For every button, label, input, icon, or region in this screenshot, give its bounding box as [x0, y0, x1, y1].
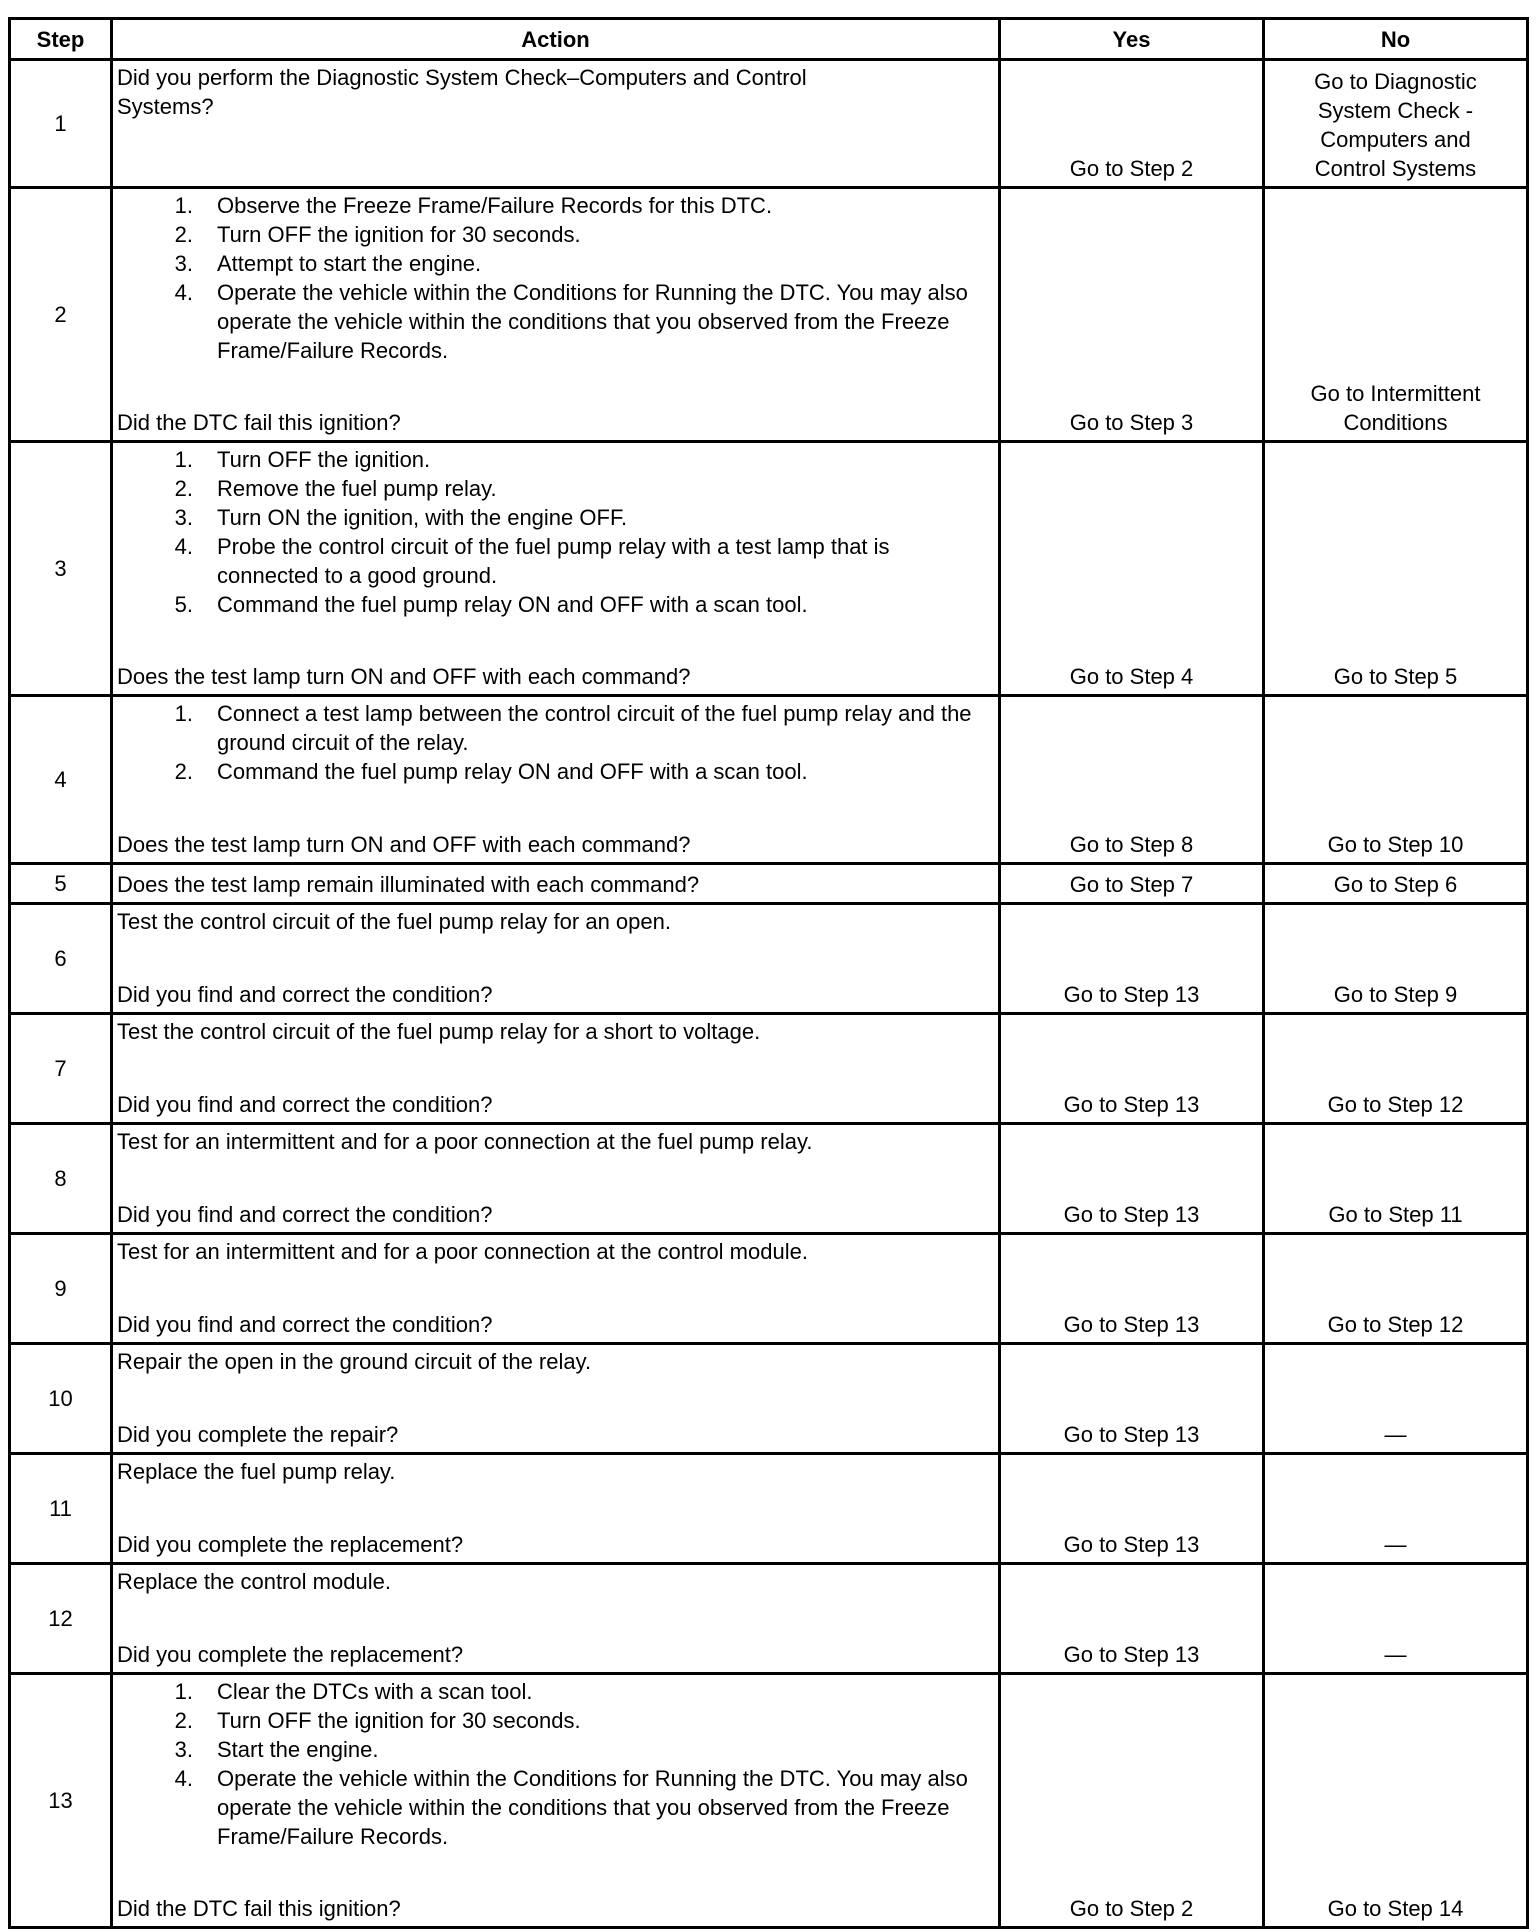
- no-result: Go to Step 6: [1264, 864, 1528, 904]
- procedure-item: [117, 503, 994, 532]
- action-instructions: [117, 1125, 994, 1156]
- procedure-item-number: 2.: [174, 759, 193, 784]
- table-row: [10, 60, 1528, 188]
- step-number: 5: [10, 864, 112, 904]
- procedure-item-text: Probe the control circuit of the fuel pump relay with a test lamp that is connected to a good ground.: [217, 534, 890, 588]
- header-step: Step: [10, 19, 112, 60]
- action-instructions: [117, 1455, 994, 1486]
- no-result: Go to Step 5: [1264, 442, 1528, 696]
- no-result: Go to Intermittent Conditions: [1264, 188, 1528, 442]
- step-number: 10: [10, 1344, 112, 1454]
- action-instructions: [117, 1015, 994, 1046]
- action-content: [117, 1565, 994, 1672]
- action-text: Replace the control module.: [117, 1569, 391, 1594]
- action-cell: [112, 442, 1000, 696]
- action-instructions: [117, 697, 994, 786]
- header-no: No: [1264, 19, 1528, 60]
- action-instructions: [117, 905, 994, 936]
- action-cell: [112, 1014, 1000, 1124]
- procedure-item: [117, 1764, 994, 1851]
- procedure-item-number: 2.: [174, 222, 193, 247]
- procedure-item: [117, 699, 994, 757]
- table-row: [10, 1564, 1528, 1674]
- action-text: Repair the open in the ground circuit of the relay.: [117, 1349, 592, 1374]
- procedure-item-text: Operate the vehicle within the Conditions for Running the DTC. You may also operate the vehicle within the conditions that you observed from the Freeze Frame/Failure Records.: [217, 1766, 968, 1849]
- procedure-item-text: Attempt to start the engine.: [217, 251, 482, 276]
- action-instructions: [117, 1675, 994, 1851]
- no-result: Go to Step 11: [1264, 1124, 1528, 1234]
- table-row: [10, 1234, 1528, 1344]
- yes-result: Go to Step 13: [1000, 1344, 1264, 1454]
- procedure-item-text: Turn OFF the ignition for 30 seconds.: [217, 222, 581, 247]
- action-text: Test the control circuit of the fuel pump relay for a short to voltage.: [117, 1019, 761, 1044]
- action-instructions: [117, 61, 994, 121]
- table-row: [10, 188, 1528, 442]
- step-number: 4: [10, 696, 112, 864]
- yes-result: Go to Step 8: [1000, 696, 1264, 864]
- action-question: Did the DTC fail this ignition?: [117, 410, 401, 435]
- action-question: Did you complete the replacement?: [117, 1642, 464, 1667]
- table-row: [10, 1014, 1528, 1124]
- action-text: Test the control circuit of the fuel pump relay for an open.: [117, 909, 671, 934]
- action-cell: [112, 188, 1000, 442]
- procedure-item: [117, 1677, 994, 1706]
- action-question: Does the test lamp remain illuminated with each command?: [117, 872, 700, 897]
- procedure-item-text: Turn OFF the ignition.: [217, 447, 431, 472]
- action-instructions: [117, 189, 994, 365]
- action-instructions: [117, 1235, 994, 1266]
- action-cell: [112, 864, 1000, 904]
- procedure-item-text: Connect a test lamp between the control circuit of the fuel pump relay and the ground circuit of the relay.: [217, 701, 972, 755]
- action-cell: [112, 696, 1000, 864]
- action-cell: [112, 1564, 1000, 1674]
- yes-result: Go to Step 2: [1000, 60, 1264, 188]
- step-number: 2: [10, 188, 112, 442]
- action-instructions: [117, 443, 994, 619]
- procedure-item-text: Turn OFF the ignition for 30 seconds.: [217, 1708, 581, 1733]
- header-yes: Yes: [1000, 19, 1264, 60]
- procedure-item-number: 3.: [174, 251, 193, 276]
- procedure-item-text: Clear the DTCs with a scan tool.: [217, 1679, 533, 1704]
- procedure-item: [117, 445, 994, 474]
- action-cell: [112, 1674, 1000, 1928]
- action-cell: [112, 1124, 1000, 1234]
- action-text: Replace the fuel pump relay.: [117, 1459, 396, 1484]
- step-number: 6: [10, 904, 112, 1014]
- procedure-item-text: Turn ON the ignition, with the engine OFF.: [217, 505, 628, 530]
- action-text: Test for an intermittent and for a poor connection at the fuel pump relay.: [117, 1129, 813, 1154]
- action-cell: [112, 1234, 1000, 1344]
- procedure-item-number: 3.: [174, 1737, 193, 1762]
- procedure-item-number: 4.: [174, 280, 193, 305]
- procedure-item: [117, 191, 994, 220]
- yes-result: Go to Step 13: [1000, 904, 1264, 1014]
- procedure-item: [117, 757, 994, 786]
- action-content: [117, 697, 994, 862]
- procedure-item-number: 2.: [174, 476, 193, 501]
- yes-result: Go to Step 13: [1000, 1124, 1264, 1234]
- procedure-item-number: 4.: [174, 1766, 193, 1791]
- no-result: Go to Step 12: [1264, 1234, 1528, 1344]
- action-content: [117, 1015, 994, 1122]
- procedure-item: [117, 249, 994, 278]
- step-number: 9: [10, 1234, 112, 1344]
- procedure-list: [117, 699, 994, 786]
- procedure-item-number: 3.: [174, 505, 193, 530]
- procedure-item-number: 4.: [174, 534, 193, 559]
- no-result: —: [1264, 1564, 1528, 1674]
- action-question: Did you find and correct the condition?: [117, 1312, 493, 1337]
- action-content: [117, 1125, 994, 1232]
- table-row: [10, 696, 1528, 864]
- procedure-item: [117, 278, 994, 365]
- procedure-list: [117, 191, 994, 365]
- action-content: [117, 443, 994, 694]
- diagnostic-table: [8, 17, 1529, 1929]
- table-body: [10, 60, 1528, 1928]
- action-content: [117, 1235, 994, 1342]
- procedure-item: [117, 474, 994, 503]
- step-number: 3: [10, 442, 112, 696]
- no-result: Go to Diagnostic System Check - Computers and Control Systems: [1264, 60, 1528, 188]
- table-row: [10, 442, 1528, 696]
- procedure-item-text: Start the engine.: [217, 1737, 379, 1762]
- yes-result: Go to Step 3: [1000, 188, 1264, 442]
- action-cell: [112, 904, 1000, 1014]
- procedure-item-number: 1.: [174, 193, 193, 218]
- table-row: [10, 904, 1528, 1014]
- procedure-item: [117, 590, 994, 619]
- procedure-item-number: 5.: [174, 592, 193, 617]
- action-question: Did you complete the repair?: [117, 1422, 399, 1447]
- action-question: Did you complete the replacement?: [117, 1532, 464, 1557]
- no-result: Go to Step 14: [1264, 1674, 1528, 1928]
- procedure-item-text: Remove the fuel pump relay.: [217, 476, 497, 501]
- procedure-item-text: Command the fuel pump relay ON and OFF with a scan tool.: [217, 759, 808, 784]
- action-question: Does the test lamp turn ON and OFF with each command?: [117, 832, 691, 857]
- table-row: [10, 1674, 1528, 1928]
- no-result: Go to Step 9: [1264, 904, 1528, 1014]
- yes-result: Go to Step 13: [1000, 1454, 1264, 1564]
- step-number: 11: [10, 1454, 112, 1564]
- step-number: 8: [10, 1124, 112, 1234]
- action-content: [117, 1455, 994, 1562]
- table-row: [10, 864, 1528, 904]
- table-row: [10, 1454, 1528, 1564]
- no-result: Go to Step 10: [1264, 696, 1528, 864]
- procedure-list: [117, 1677, 994, 1851]
- action-question: Did you find and correct the condition?: [117, 1202, 493, 1227]
- procedure-item-number: 1.: [174, 447, 193, 472]
- header-row: [10, 19, 1528, 60]
- action-instructions: [117, 1345, 994, 1376]
- action-content: [117, 189, 994, 440]
- procedure-item-number: 1.: [174, 1679, 193, 1704]
- action-cell: [112, 1344, 1000, 1454]
- procedure-item-text: Operate the vehicle within the Conditions for Running the DTC. You may also operate the vehicle within the conditions that you observed from the Freeze Frame/Failure Records.: [217, 280, 968, 363]
- action-text: Test for an intermittent and for a poor connection at the control module.: [117, 1239, 808, 1264]
- action-instructions: [117, 865, 994, 867]
- procedure-item-text: Command the fuel pump relay ON and OFF with a scan tool.: [217, 592, 808, 617]
- procedure-list: [117, 445, 994, 619]
- procedure-item: [117, 220, 994, 249]
- yes-result: Go to Step 13: [1000, 1234, 1264, 1344]
- step-number: 7: [10, 1014, 112, 1124]
- step-number: 12: [10, 1564, 112, 1674]
- action-content: [117, 61, 994, 186]
- step-number: 1: [10, 60, 112, 188]
- table-row: [10, 1124, 1528, 1234]
- yes-result: Go to Step 2: [1000, 1674, 1264, 1928]
- procedure-item-number: 1.: [174, 701, 193, 726]
- action-cell: [112, 1454, 1000, 1564]
- action-question: Did you find and correct the condition?: [117, 1092, 493, 1117]
- action-question: Does the test lamp turn ON and OFF with each command?: [117, 664, 691, 689]
- action-question: Did you find and correct the condition?: [117, 982, 493, 1007]
- step-number: 13: [10, 1674, 112, 1928]
- no-result: —: [1264, 1344, 1528, 1454]
- action-text: Did you perform the Diagnostic System Check–Computers and Control Systems?: [117, 65, 807, 119]
- procedure-item: [117, 1735, 994, 1764]
- action-cell: [112, 60, 1000, 188]
- action-content: [117, 865, 994, 902]
- action-content: [117, 1675, 994, 1926]
- procedure-item: [117, 1706, 994, 1735]
- action-content: [117, 1345, 994, 1452]
- no-result: Go to Step 12: [1264, 1014, 1528, 1124]
- procedure-item: [117, 532, 994, 590]
- no-result: —: [1264, 1454, 1528, 1564]
- procedure-item-number: 2.: [174, 1708, 193, 1733]
- action-question: Did the DTC fail this ignition?: [117, 1896, 401, 1921]
- table-row: [10, 1344, 1528, 1454]
- yes-result: Go to Step 13: [1000, 1014, 1264, 1124]
- action-instructions: [117, 1565, 994, 1596]
- procedure-item-text: Observe the Freeze Frame/Failure Records for this DTC.: [217, 193, 773, 218]
- yes-result: Go to Step 13: [1000, 1564, 1264, 1674]
- action-content: [117, 905, 994, 1012]
- header-action: Action: [112, 19, 1000, 60]
- yes-result: Go to Step 4: [1000, 442, 1264, 696]
- yes-result: Go to Step 7: [1000, 864, 1264, 904]
